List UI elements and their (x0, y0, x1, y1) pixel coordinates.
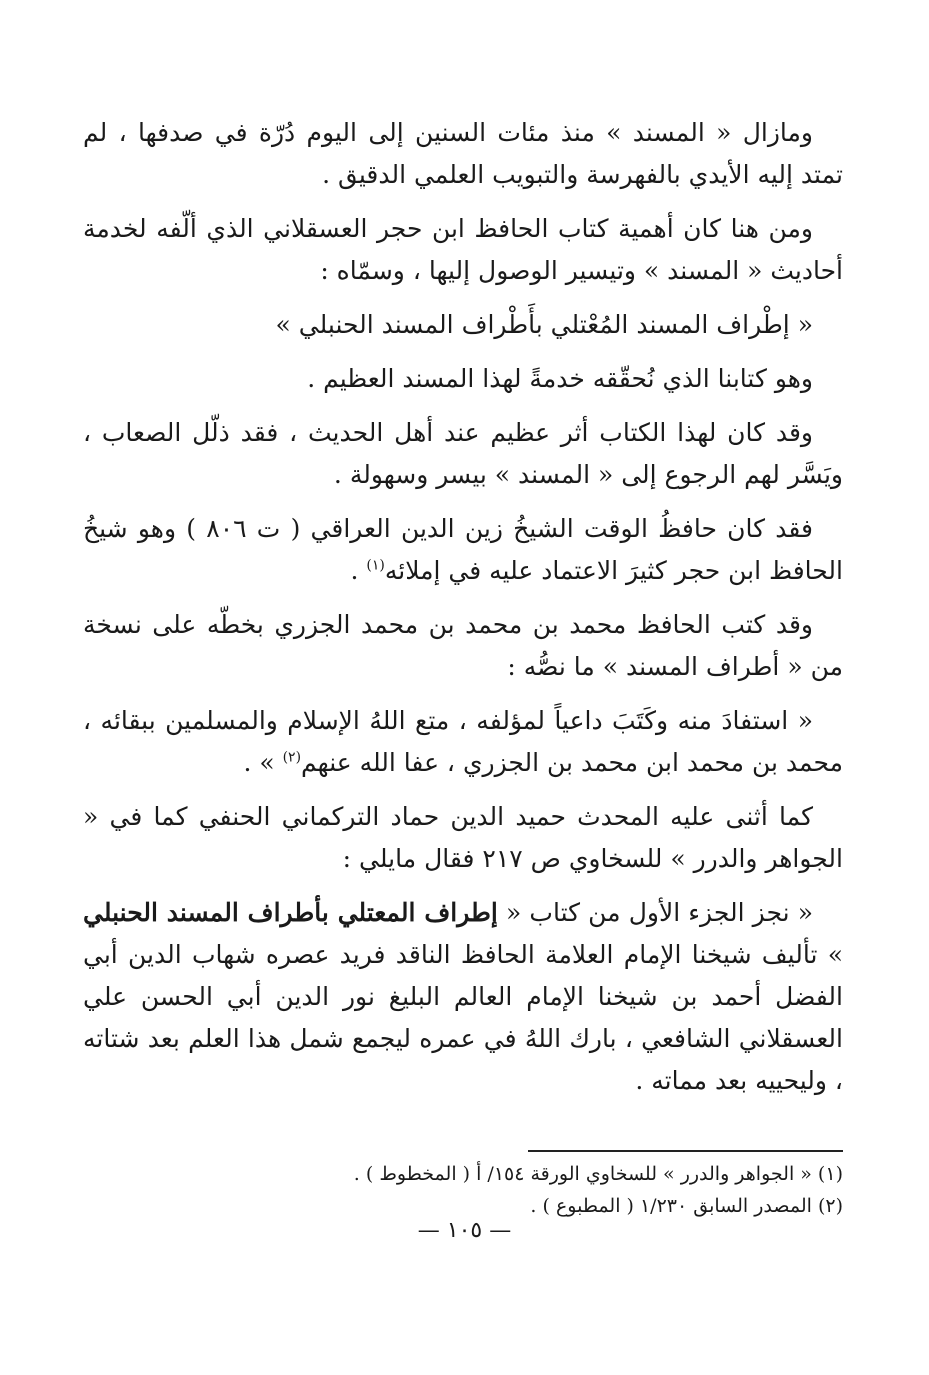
bold-book-title: إطراف المعتلي بأطراف المسند الحنبلي (83, 898, 498, 927)
paragraph-1: ومازال « المسند » منذ مئات السنين إلى اليوم دُرّة في صدفها ، لم تمتد إليه الأيدي بالفهرسة والتبويب العلمي الدقيق . (83, 118, 843, 189)
paragraph-9: كما أثنى عليه المحدث حميد الدين حماد التركماني الحنفي كما في « الجواهر والدرر » للسخاوي ص ٢١٧ فقال مايلي : (83, 802, 843, 873)
paragraph-6 (83, 508, 843, 592)
paragraph-10-post: » تأليف شيخنا الإمام العلامة الحافظ الناقد فريد عصره شهاب الدين أبي الفضل أحمد بن شيخنا الإمام العالم البليغ نور الدين أبي الحسن علي العسقلاني الشافعي ، بارك اللهُ في عمره ليجمع شمل هذا العلم بعد شتاته ، وليحييه بعد مماته . (83, 940, 843, 1095)
paragraph-2: ومن هنا كان أهمية كتاب الحافظ ابن حجر العسقلاني الذي ألّفه لخدمة أحاديث « المسند » وتيسير الوصول إليها ، وسمّاه : (83, 214, 843, 285)
paragraph-6-end: . (350, 556, 367, 585)
paragraph-5: وقد كان لهذا الكتاب أثر عظيم عند أهل الحديث ، فقد ذلّل الصعاب ، ويَسَّر لهم الرجوع إلى « المسند » بيسر وسهولة . (83, 418, 843, 489)
footnote-ref-1: (١) (366, 557, 385, 574)
paragraph-8-end: » . (243, 748, 283, 777)
footnote-ref-2: (٢) (282, 749, 302, 766)
book-title-quote: « إطْراف المسند المُعْتلي بأَطْراف المسند الحنبلي » (275, 310, 813, 339)
page-number: — ١٠٥ — (417, 1218, 512, 1243)
footnote-separator (528, 1150, 843, 1152)
paragraph-10-pre: « نجز الجزء الأول من كتاب « (497, 898, 814, 927)
footnote-2: (٢) المصدر السابق ١/٢٣٠ ( المطبوع ) . (530, 1195, 843, 1217)
paragraph-8-text: « استفادَ منه وكَتَبَ داعياً لمؤلفه ، متع اللهُ الإسلام والمسلمين ببقائه ، محمد بن محمد ابن محمد بن الجزري ، عفا الله عنهم (83, 706, 843, 777)
paragraph-7: وقد كتب الحافظ محمد بن محمد بن محمد الجزري بخطّه على نسخة من « أطراف المسند » ما نصُّه : (83, 610, 843, 681)
footnote-1: (١) « الجواهر والدرر » للسخاوي الورقة ١٥٤/ أ ( المخطوط ) . (353, 1163, 843, 1185)
paragraph-10-quote (83, 892, 843, 1102)
paragraph-6-text: فقد كان حافظُ الوقت الشيخُ زين الدين العراقي ( ت ٨٠٦ ) وهو شيخُ الحافظ ابن حجر كثيرَ الاعتماد عليه في إملائه (83, 514, 843, 585)
paragraph-8-quote (83, 700, 843, 784)
footnotes (83, 1158, 843, 1222)
paragraph-4: وهو كتابنا الذي نُحقّقه خدمةً لهذا المسند العظيم . (307, 364, 813, 393)
main-text (83, 112, 843, 1114)
